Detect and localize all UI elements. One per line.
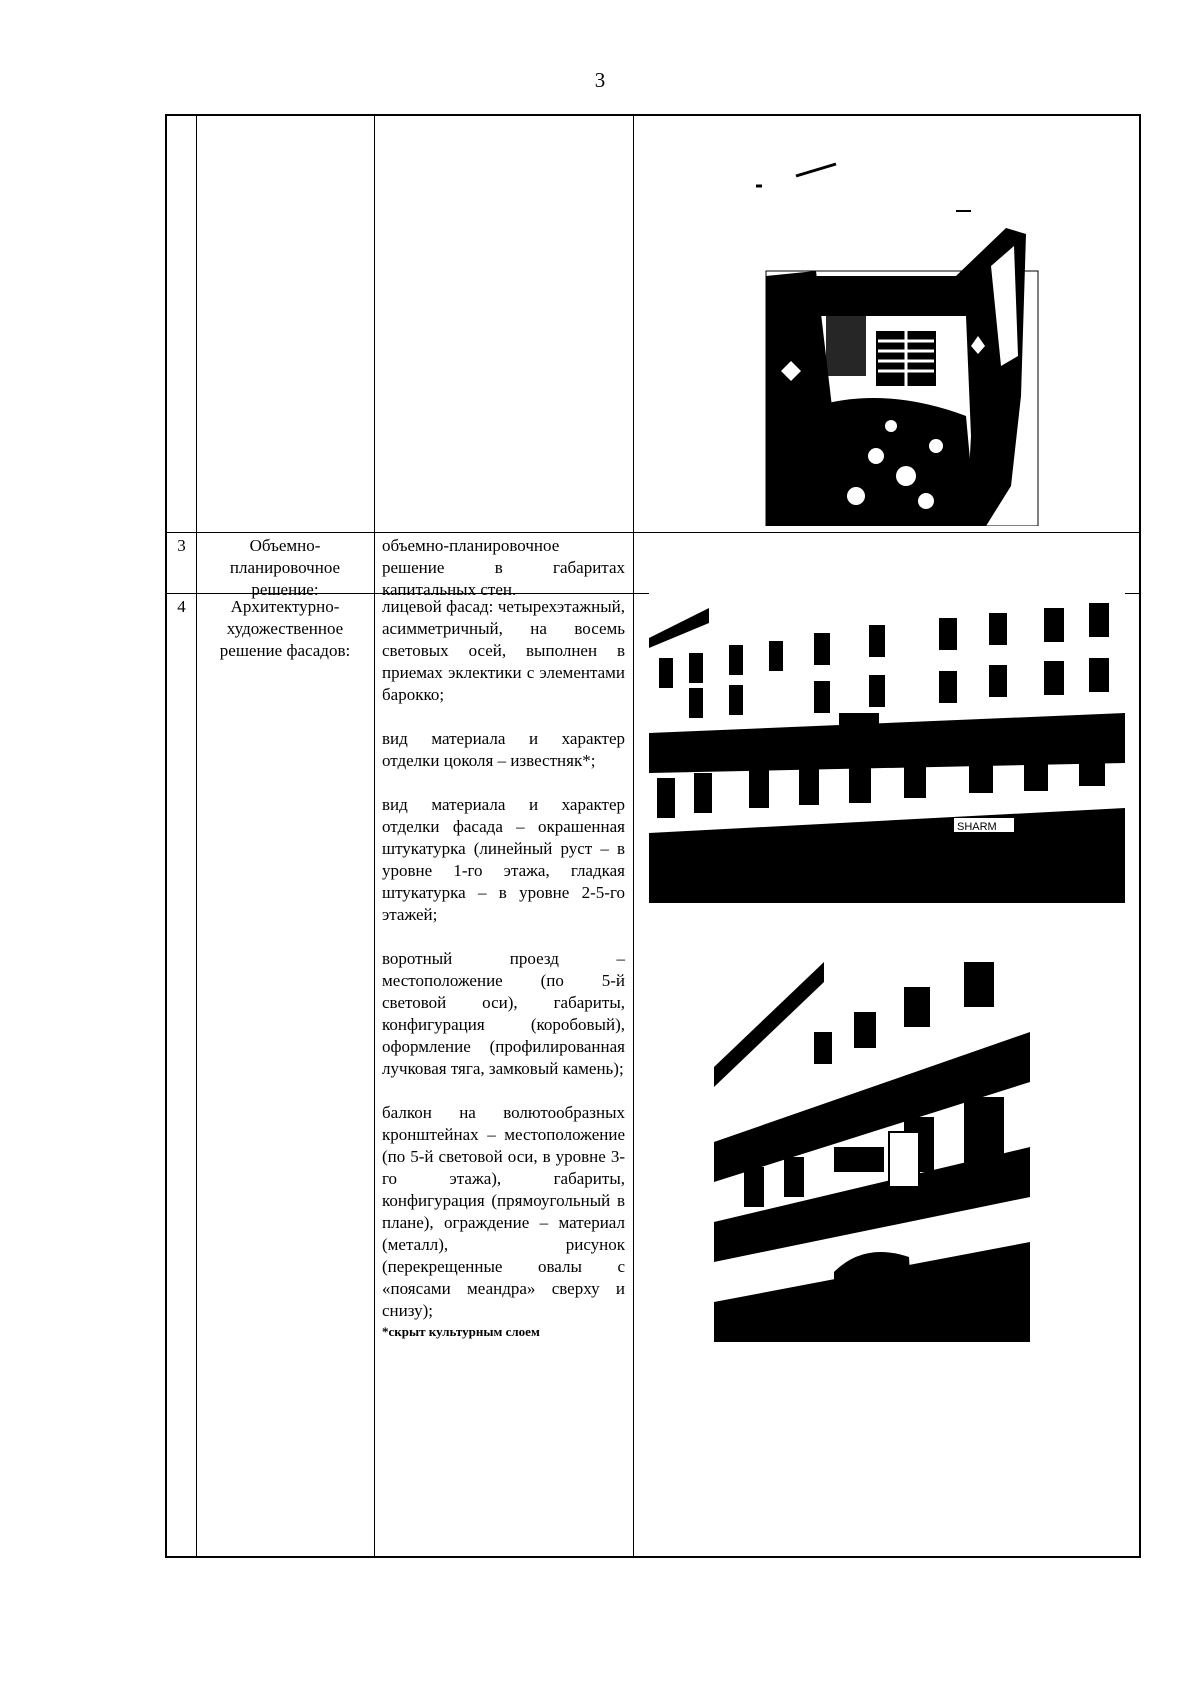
- row-3-title: Объемно-планировочное решение:: [229, 536, 341, 599]
- row-4-description: [382, 596, 625, 1340]
- shop-sign-text: SHARM: [957, 821, 997, 833]
- cafe-sign-text: CAF: [992, 1251, 1010, 1261]
- page-number: 3: [594, 68, 606, 92]
- row-divider-1: [165, 532, 1141, 533]
- row-4-title: Архитектурно-художественное решение фасадов:: [219, 597, 351, 660]
- row-4-number: 4: [177, 597, 186, 616]
- table-border-top: [165, 114, 1141, 116]
- gateway-paragraph: воротный проезд – местоположение (по 5-й световой оси), габариты, конфигурация (коробовый), оформление (профилированная лучковая тяга, замковый камень);: [382, 949, 625, 1078]
- col-divider-2: [374, 114, 375, 1558]
- facade-angle-photo: [714, 922, 1030, 1342]
- facade-finish-paragraph: вид материала и характер отделки фасада – окрашенная штукатурка (линейный руст – в уровне 1-го этажа, гладкая штукатурка – в уровне 2-5-го этажей;: [382, 795, 625, 924]
- table-border-bottom: [165, 1556, 1141, 1558]
- facade-photo: [649, 563, 1125, 903]
- table-border-left: [165, 114, 167, 1558]
- row-3-description-text: объемно-планировочное решение в габаритах капитальных стен.: [382, 536, 625, 599]
- monument-subject-table: [165, 114, 1141, 1558]
- col-divider-3: [633, 114, 634, 1558]
- plinth-material-paragraph: вид материала и характер отделки цоколя – известняк*;: [382, 729, 625, 770]
- row-3-number: 3: [177, 536, 186, 555]
- balcony-paragraph: балкон на волютообразных кронштейнах – местоположение (по 5-й световой оси, в уровне 3-го этажа), габариты, конфигурация (прямоугольный в плане), ограждение – материал (металл), рисунок (перекрещенные овалы с «поясами меандра» сверху и снизу);: [382, 1103, 625, 1320]
- col-divider-1: [196, 114, 197, 1558]
- row-3-description: [382, 535, 625, 601]
- facade-general-paragraph: лицевой фасад: четырехэтажный, асимметричный, на восемь световых осей, выполнен в приемах эклектики с элементами барокко;: [382, 597, 625, 704]
- table-border-right: [1139, 114, 1141, 1558]
- courtyard-photo: [756, 156, 1056, 526]
- footnote: *скрыт культурным слоем: [382, 1324, 540, 1339]
